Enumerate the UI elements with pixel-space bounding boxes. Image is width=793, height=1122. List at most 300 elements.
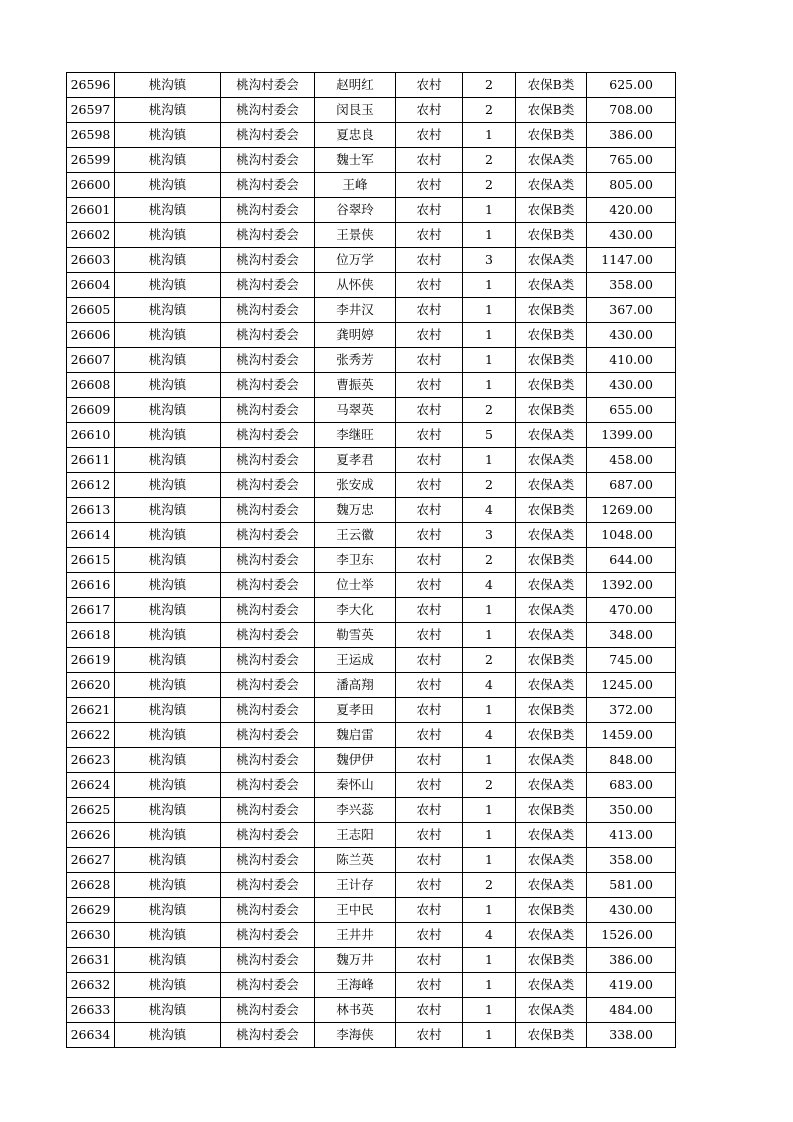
record-id-cell: 26610 xyxy=(67,423,115,448)
town-cell: 桃沟镇 xyxy=(115,523,221,548)
household-count-cell: 2 xyxy=(463,98,516,123)
record-id-cell: 26630 xyxy=(67,923,115,948)
village-committee-cell: 桃沟村委会 xyxy=(221,998,315,1023)
residence-type-cell: 农村 xyxy=(396,573,463,598)
town-cell: 桃沟镇 xyxy=(115,198,221,223)
residence-type-cell: 农村 xyxy=(396,923,463,948)
household-count-cell: 3 xyxy=(463,523,516,548)
person-name-cell: 张安成 xyxy=(315,473,396,498)
village-committee-cell: 桃沟村委会 xyxy=(221,148,315,173)
amount-cell: 338.00 xyxy=(587,1023,676,1048)
amount-cell: 1147.00 xyxy=(587,248,676,273)
person-name-cell: 王计存 xyxy=(315,873,396,898)
household-count-cell: 2 xyxy=(463,473,516,498)
table-row xyxy=(67,898,676,923)
table-row xyxy=(67,848,676,873)
village-committee-cell: 桃沟村委会 xyxy=(221,973,315,998)
insurance-category-cell: 农保A类 xyxy=(516,773,587,798)
record-id-cell: 26633 xyxy=(67,998,115,1023)
town-cell: 桃沟镇 xyxy=(115,648,221,673)
village-committee-cell: 桃沟村委会 xyxy=(221,673,315,698)
household-count-cell: 1 xyxy=(463,748,516,773)
record-id-cell: 26596 xyxy=(67,73,115,98)
town-cell: 桃沟镇 xyxy=(115,748,221,773)
residence-type-cell: 农村 xyxy=(396,1023,463,1048)
amount-cell: 484.00 xyxy=(587,998,676,1023)
village-committee-cell: 桃沟村委会 xyxy=(221,398,315,423)
village-committee-cell: 桃沟村委会 xyxy=(221,223,315,248)
town-cell: 桃沟镇 xyxy=(115,673,221,698)
amount-cell: 1245.00 xyxy=(587,673,676,698)
household-count-cell: 2 xyxy=(463,398,516,423)
insurance-category-cell: 农保A类 xyxy=(516,273,587,298)
household-count-cell: 2 xyxy=(463,148,516,173)
insurance-category-cell: 农保B类 xyxy=(516,223,587,248)
table-row xyxy=(67,723,676,748)
household-count-cell: 4 xyxy=(463,923,516,948)
household-count-cell: 1 xyxy=(463,198,516,223)
table-row xyxy=(67,523,676,548)
household-count-cell: 1 xyxy=(463,223,516,248)
insurance-category-cell: 农保B类 xyxy=(516,123,587,148)
village-committee-cell: 桃沟村委会 xyxy=(221,698,315,723)
record-id-cell: 26613 xyxy=(67,498,115,523)
village-committee-cell: 桃沟村委会 xyxy=(221,98,315,123)
residence-type-cell: 农村 xyxy=(396,623,463,648)
town-cell: 桃沟镇 xyxy=(115,248,221,273)
household-count-cell: 2 xyxy=(463,773,516,798)
village-committee-cell: 桃沟村委会 xyxy=(221,173,315,198)
amount-cell: 413.00 xyxy=(587,823,676,848)
town-cell: 桃沟镇 xyxy=(115,423,221,448)
person-name-cell: 位万学 xyxy=(315,248,396,273)
village-committee-cell: 桃沟村委会 xyxy=(221,273,315,298)
amount-cell: 419.00 xyxy=(587,973,676,998)
insurance-category-cell: 农保A类 xyxy=(516,823,587,848)
household-count-cell: 1 xyxy=(463,373,516,398)
village-committee-cell: 桃沟村委会 xyxy=(221,898,315,923)
household-count-cell: 1 xyxy=(463,1023,516,1048)
residence-type-cell: 农村 xyxy=(396,148,463,173)
village-committee-cell: 桃沟村委会 xyxy=(221,598,315,623)
amount-cell: 687.00 xyxy=(587,473,676,498)
table-row xyxy=(67,748,676,773)
insurance-category-cell: 农保B类 xyxy=(516,1023,587,1048)
record-id-cell: 26609 xyxy=(67,398,115,423)
record-id-cell: 26616 xyxy=(67,573,115,598)
town-cell: 桃沟镇 xyxy=(115,373,221,398)
person-name-cell: 李继旺 xyxy=(315,423,396,448)
table-row xyxy=(67,323,676,348)
table-row xyxy=(67,173,676,198)
table-row xyxy=(67,623,676,648)
record-id-cell: 26606 xyxy=(67,323,115,348)
record-id-cell: 26632 xyxy=(67,973,115,998)
insurance-category-cell: 农保B类 xyxy=(516,348,587,373)
town-cell: 桃沟镇 xyxy=(115,698,221,723)
village-committee-cell: 桃沟村委会 xyxy=(221,823,315,848)
record-id-cell: 26604 xyxy=(67,273,115,298)
household-count-cell: 1 xyxy=(463,698,516,723)
table-row xyxy=(67,498,676,523)
household-count-cell: 1 xyxy=(463,848,516,873)
person-name-cell: 王中民 xyxy=(315,898,396,923)
table-row xyxy=(67,648,676,673)
insurance-category-cell: 农保B类 xyxy=(516,498,587,523)
record-id-cell: 26612 xyxy=(67,473,115,498)
amount-cell: 358.00 xyxy=(587,273,676,298)
amount-cell: 1269.00 xyxy=(587,498,676,523)
record-id-cell: 26614 xyxy=(67,523,115,548)
amount-cell: 625.00 xyxy=(587,73,676,98)
residence-type-cell: 农村 xyxy=(396,423,463,448)
record-id-cell: 26602 xyxy=(67,223,115,248)
person-name-cell: 魏万井 xyxy=(315,948,396,973)
amount-cell: 581.00 xyxy=(587,873,676,898)
residence-type-cell: 农村 xyxy=(396,523,463,548)
residence-type-cell: 农村 xyxy=(396,598,463,623)
residence-type-cell: 农村 xyxy=(396,673,463,698)
town-cell: 桃沟镇 xyxy=(115,98,221,123)
insurance-category-cell: 农保A类 xyxy=(516,623,587,648)
residence-type-cell: 农村 xyxy=(396,823,463,848)
residence-type-cell: 农村 xyxy=(396,973,463,998)
insurance-category-cell: 农保A类 xyxy=(516,523,587,548)
insurance-category-cell: 农保A类 xyxy=(516,573,587,598)
town-cell: 桃沟镇 xyxy=(115,348,221,373)
amount-cell: 410.00 xyxy=(587,348,676,373)
amount-cell: 470.00 xyxy=(587,598,676,623)
record-id-cell: 26601 xyxy=(67,198,115,223)
person-name-cell: 林书英 xyxy=(315,998,396,1023)
person-name-cell: 曹振英 xyxy=(315,373,396,398)
person-name-cell: 夏孝田 xyxy=(315,698,396,723)
village-committee-cell: 桃沟村委会 xyxy=(221,523,315,548)
town-cell: 桃沟镇 xyxy=(115,548,221,573)
household-count-cell: 1 xyxy=(463,998,516,1023)
person-name-cell: 位士举 xyxy=(315,573,396,598)
table-row xyxy=(67,448,676,473)
amount-cell: 745.00 xyxy=(587,648,676,673)
town-cell: 桃沟镇 xyxy=(115,398,221,423)
insurance-category-cell: 农保B类 xyxy=(516,798,587,823)
village-committee-cell: 桃沟村委会 xyxy=(221,298,315,323)
residence-type-cell: 农村 xyxy=(396,698,463,723)
village-committee-cell: 桃沟村委会 xyxy=(221,923,315,948)
table-row xyxy=(67,548,676,573)
insurance-category-cell: 农保B类 xyxy=(516,323,587,348)
insurance-category-cell: 农保A类 xyxy=(516,848,587,873)
person-name-cell: 龚明婷 xyxy=(315,323,396,348)
insurance-category-cell: 农保A类 xyxy=(516,873,587,898)
insurance-category-cell: 农保A类 xyxy=(516,248,587,273)
insurance-category-cell: 农保B类 xyxy=(516,698,587,723)
town-cell: 桃沟镇 xyxy=(115,773,221,798)
person-name-cell: 张秀芳 xyxy=(315,348,396,373)
household-count-cell: 1 xyxy=(463,823,516,848)
record-id-cell: 26603 xyxy=(67,248,115,273)
household-count-cell: 2 xyxy=(463,173,516,198)
insurance-category-cell: 农保B类 xyxy=(516,723,587,748)
amount-cell: 372.00 xyxy=(587,698,676,723)
residence-type-cell: 农村 xyxy=(396,373,463,398)
insurance-category-cell: 农保B类 xyxy=(516,398,587,423)
town-cell: 桃沟镇 xyxy=(115,998,221,1023)
table-row xyxy=(67,148,676,173)
table-row xyxy=(67,373,676,398)
household-count-cell: 5 xyxy=(463,423,516,448)
household-count-cell: 1 xyxy=(463,298,516,323)
residence-type-cell: 农村 xyxy=(396,248,463,273)
village-committee-cell: 桃沟村委会 xyxy=(221,623,315,648)
amount-cell: 367.00 xyxy=(587,298,676,323)
record-id-cell: 26599 xyxy=(67,148,115,173)
record-id-cell: 26619 xyxy=(67,648,115,673)
town-cell: 桃沟镇 xyxy=(115,173,221,198)
insurance-category-cell: 农保A类 xyxy=(516,973,587,998)
town-cell: 桃沟镇 xyxy=(115,498,221,523)
amount-cell: 1399.00 xyxy=(587,423,676,448)
table-row xyxy=(67,1023,676,1048)
residence-type-cell: 农村 xyxy=(396,873,463,898)
table-row xyxy=(67,73,676,98)
town-cell: 桃沟镇 xyxy=(115,973,221,998)
town-cell: 桃沟镇 xyxy=(115,873,221,898)
amount-cell: 350.00 xyxy=(587,798,676,823)
residence-type-cell: 农村 xyxy=(396,723,463,748)
town-cell: 桃沟镇 xyxy=(115,598,221,623)
village-committee-cell: 桃沟村委会 xyxy=(221,248,315,273)
person-name-cell: 秦怀山 xyxy=(315,773,396,798)
table-row xyxy=(67,98,676,123)
person-name-cell: 李兴蕊 xyxy=(315,798,396,823)
insurance-category-cell: 农保B类 xyxy=(516,98,587,123)
record-id-cell: 26620 xyxy=(67,673,115,698)
household-count-cell: 4 xyxy=(463,723,516,748)
person-name-cell: 李大化 xyxy=(315,598,396,623)
town-cell: 桃沟镇 xyxy=(115,848,221,873)
village-committee-cell: 桃沟村委会 xyxy=(221,548,315,573)
household-count-cell: 2 xyxy=(463,873,516,898)
person-name-cell: 从怀侠 xyxy=(315,273,396,298)
residence-type-cell: 农村 xyxy=(396,123,463,148)
town-cell: 桃沟镇 xyxy=(115,823,221,848)
table-row xyxy=(67,673,676,698)
person-name-cell: 闵艮玉 xyxy=(315,98,396,123)
village-committee-cell: 桃沟村委会 xyxy=(221,473,315,498)
person-name-cell: 王志阳 xyxy=(315,823,396,848)
residence-type-cell: 农村 xyxy=(396,773,463,798)
amount-cell: 1048.00 xyxy=(587,523,676,548)
person-name-cell: 王景侠 xyxy=(315,223,396,248)
household-count-cell: 1 xyxy=(463,623,516,648)
amount-cell: 1459.00 xyxy=(587,723,676,748)
amount-cell: 386.00 xyxy=(587,948,676,973)
town-cell: 桃沟镇 xyxy=(115,798,221,823)
residence-type-cell: 农村 xyxy=(396,473,463,498)
household-count-cell: 4 xyxy=(463,673,516,698)
records-table xyxy=(66,72,676,1048)
table-row xyxy=(67,423,676,448)
table-row xyxy=(67,823,676,848)
insurance-category-cell: 农保B类 xyxy=(516,548,587,573)
household-count-cell: 1 xyxy=(463,948,516,973)
amount-cell: 1526.00 xyxy=(587,923,676,948)
record-id-cell: 26608 xyxy=(67,373,115,398)
insurance-category-cell: 农保A类 xyxy=(516,473,587,498)
insurance-category-cell: 农保A类 xyxy=(516,998,587,1023)
amount-cell: 655.00 xyxy=(587,398,676,423)
amount-cell: 430.00 xyxy=(587,223,676,248)
town-cell: 桃沟镇 xyxy=(115,448,221,473)
record-id-cell: 26605 xyxy=(67,298,115,323)
record-id-cell: 26629 xyxy=(67,898,115,923)
residence-type-cell: 农村 xyxy=(396,323,463,348)
household-count-cell: 1 xyxy=(463,598,516,623)
town-cell: 桃沟镇 xyxy=(115,273,221,298)
amount-cell: 683.00 xyxy=(587,773,676,798)
person-name-cell: 王峰 xyxy=(315,173,396,198)
household-count-cell: 1 xyxy=(463,273,516,298)
residence-type-cell: 农村 xyxy=(396,223,463,248)
town-cell: 桃沟镇 xyxy=(115,898,221,923)
record-id-cell: 26624 xyxy=(67,773,115,798)
person-name-cell: 潘高翔 xyxy=(315,673,396,698)
record-id-cell: 26625 xyxy=(67,798,115,823)
residence-type-cell: 农村 xyxy=(396,298,463,323)
table-row xyxy=(67,573,676,598)
amount-cell: 708.00 xyxy=(587,98,676,123)
person-name-cell: 魏启雷 xyxy=(315,723,396,748)
table-row xyxy=(67,398,676,423)
record-id-cell: 26622 xyxy=(67,723,115,748)
residence-type-cell: 农村 xyxy=(396,748,463,773)
insurance-category-cell: 农保A类 xyxy=(516,173,587,198)
insurance-category-cell: 农保A类 xyxy=(516,923,587,948)
village-committee-cell: 桃沟村委会 xyxy=(221,1023,315,1048)
record-id-cell: 26623 xyxy=(67,748,115,773)
person-name-cell: 王海峰 xyxy=(315,973,396,998)
person-name-cell: 王井井 xyxy=(315,923,396,948)
household-count-cell: 1 xyxy=(463,898,516,923)
amount-cell: 358.00 xyxy=(587,848,676,873)
record-id-cell: 26626 xyxy=(67,823,115,848)
table-row xyxy=(67,698,676,723)
residence-type-cell: 农村 xyxy=(396,273,463,298)
household-count-cell: 4 xyxy=(463,573,516,598)
village-committee-cell: 桃沟村委会 xyxy=(221,198,315,223)
town-cell: 桃沟镇 xyxy=(115,723,221,748)
town-cell: 桃沟镇 xyxy=(115,623,221,648)
amount-cell: 430.00 xyxy=(587,323,676,348)
record-id-cell: 26621 xyxy=(67,698,115,723)
residence-type-cell: 农村 xyxy=(396,898,463,923)
household-count-cell: 1 xyxy=(463,123,516,148)
table-row xyxy=(67,223,676,248)
table-row xyxy=(67,773,676,798)
insurance-category-cell: 农保B类 xyxy=(516,898,587,923)
insurance-category-cell: 农保A类 xyxy=(516,423,587,448)
table-row xyxy=(67,473,676,498)
town-cell: 桃沟镇 xyxy=(115,73,221,98)
town-cell: 桃沟镇 xyxy=(115,298,221,323)
amount-cell: 386.00 xyxy=(587,123,676,148)
village-committee-cell: 桃沟村委会 xyxy=(221,498,315,523)
record-id-cell: 26618 xyxy=(67,623,115,648)
village-committee-cell: 桃沟村委会 xyxy=(221,873,315,898)
village-committee-cell: 桃沟村委会 xyxy=(221,798,315,823)
household-count-cell: 4 xyxy=(463,498,516,523)
town-cell: 桃沟镇 xyxy=(115,223,221,248)
table-row xyxy=(67,198,676,223)
residence-type-cell: 农村 xyxy=(396,798,463,823)
town-cell: 桃沟镇 xyxy=(115,323,221,348)
record-id-cell: 26615 xyxy=(67,548,115,573)
amount-cell: 644.00 xyxy=(587,548,676,573)
person-name-cell: 夏忠良 xyxy=(315,123,396,148)
insurance-category-cell: 农保A类 xyxy=(516,448,587,473)
town-cell: 桃沟镇 xyxy=(115,148,221,173)
household-count-cell: 1 xyxy=(463,323,516,348)
village-committee-cell: 桃沟村委会 xyxy=(221,723,315,748)
record-id-cell: 26600 xyxy=(67,173,115,198)
amount-cell: 430.00 xyxy=(587,898,676,923)
village-committee-cell: 桃沟村委会 xyxy=(221,123,315,148)
table-row xyxy=(67,948,676,973)
person-name-cell: 李海侠 xyxy=(315,1023,396,1048)
town-cell: 桃沟镇 xyxy=(115,948,221,973)
table-row xyxy=(67,798,676,823)
village-committee-cell: 桃沟村委会 xyxy=(221,748,315,773)
table-row xyxy=(67,248,676,273)
person-name-cell: 勒雪英 xyxy=(315,623,396,648)
insurance-category-cell: 农保A类 xyxy=(516,148,587,173)
insurance-category-cell: 农保B类 xyxy=(516,948,587,973)
table-row xyxy=(67,973,676,998)
insurance-category-cell: 农保A类 xyxy=(516,598,587,623)
household-count-cell: 3 xyxy=(463,248,516,273)
residence-type-cell: 农村 xyxy=(396,548,463,573)
household-count-cell: 1 xyxy=(463,973,516,998)
village-committee-cell: 桃沟村委会 xyxy=(221,323,315,348)
record-id-cell: 26634 xyxy=(67,1023,115,1048)
record-id-cell: 26617 xyxy=(67,598,115,623)
residence-type-cell: 农村 xyxy=(396,498,463,523)
household-count-cell: 2 xyxy=(463,548,516,573)
table-row xyxy=(67,348,676,373)
insurance-category-cell: 农保B类 xyxy=(516,73,587,98)
village-committee-cell: 桃沟村委会 xyxy=(221,948,315,973)
village-committee-cell: 桃沟村委会 xyxy=(221,423,315,448)
record-id-cell: 26607 xyxy=(67,348,115,373)
residence-type-cell: 农村 xyxy=(396,398,463,423)
household-count-cell: 1 xyxy=(463,448,516,473)
village-committee-cell: 桃沟村委会 xyxy=(221,348,315,373)
residence-type-cell: 农村 xyxy=(396,848,463,873)
insurance-category-cell: 农保A类 xyxy=(516,748,587,773)
village-committee-cell: 桃沟村委会 xyxy=(221,73,315,98)
record-id-cell: 26627 xyxy=(67,848,115,873)
village-committee-cell: 桃沟村委会 xyxy=(221,848,315,873)
insurance-category-cell: 农保B类 xyxy=(516,298,587,323)
household-count-cell: 1 xyxy=(463,348,516,373)
household-count-cell: 2 xyxy=(463,648,516,673)
person-name-cell: 王云徽 xyxy=(315,523,396,548)
record-id-cell: 26598 xyxy=(67,123,115,148)
amount-cell: 1392.00 xyxy=(587,573,676,598)
table-row xyxy=(67,598,676,623)
village-committee-cell: 桃沟村委会 xyxy=(221,448,315,473)
